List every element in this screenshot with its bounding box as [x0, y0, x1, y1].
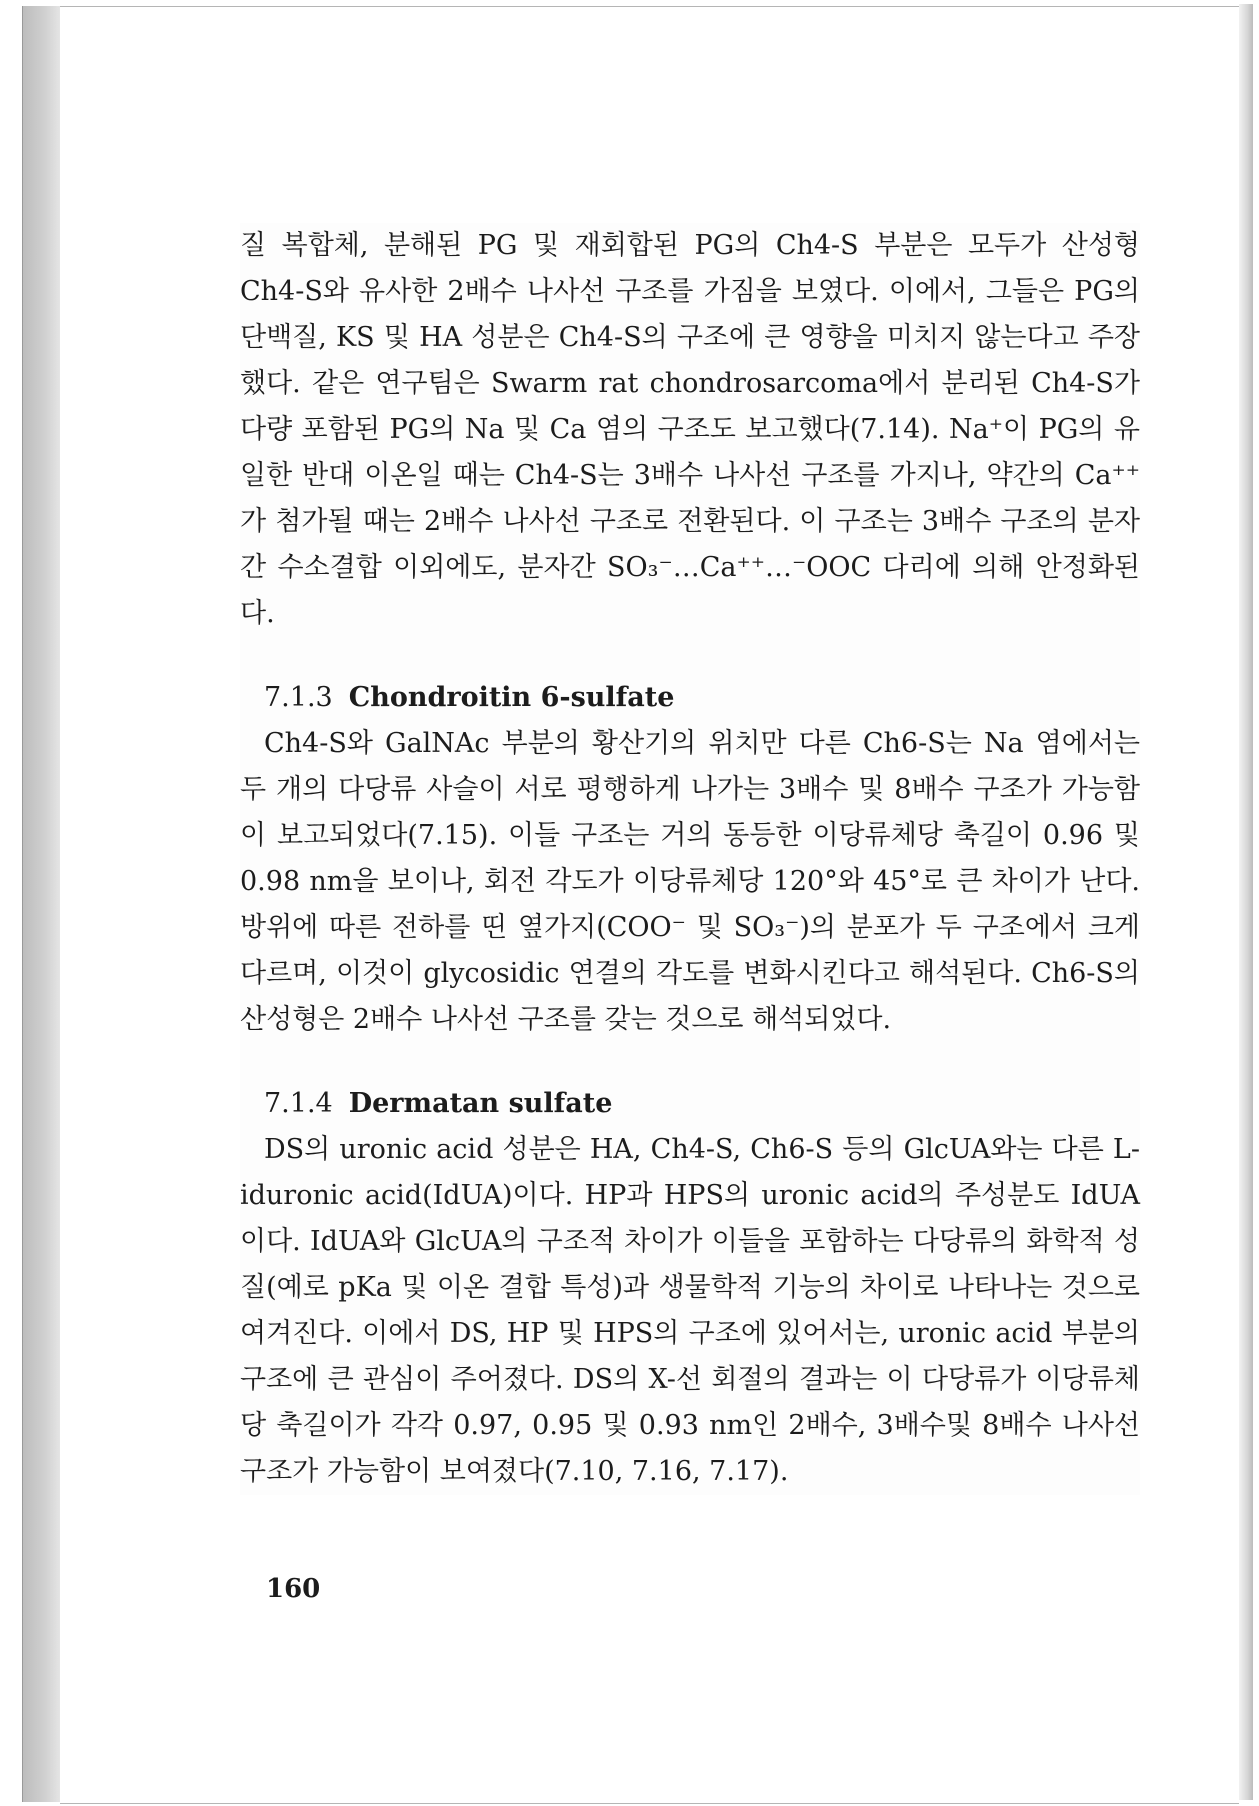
- book-page: [60, 6, 1239, 1804]
- section-number: 7.1.4: [264, 1088, 333, 1119]
- book-edge-right: [1239, 4, 1253, 1800]
- paragraph-chondroitin-6-sulfate: Ch4-S와 GalNAc 부분의 황산기의 위치만 다른 Ch6-S는 Na 염에서는 두 개의 다당류 사슬이 서로 평행하게 나가는 3배수 및 8배수 구조가 가능함이 보고되었다(7.15). 이들 구조는 거의 동등한 이당류체당 축길이 0.96 및 0.98 nm을 보이나, 회전 각도가 이당류체당 120°와 45°로 큰 차이가 난다. 방위에 따른 전하를 띤 옆가지(COO⁻ 및 SO₃⁻)의 분포가 두 구조에서 크게 다르며, 이것이 glycosidic 연결의 각도를 변화시킨다고 해석된다. Ch6-S의 산성형은 2배수 나사선 구조를 갖는 것으로 해석되었다.: [240, 728, 1140, 1035]
- section-title: Chondroitin 6-sulfate: [348, 682, 675, 713]
- page-body: [240, 223, 1140, 1495]
- section-heading-7-1-4: [240, 1081, 1140, 1127]
- page-number: 160: [266, 1574, 321, 1604]
- section-heading-7-1-3: [240, 675, 1140, 721]
- book-spine-left: [22, 6, 61, 1802]
- section-number: 7.1.3: [264, 682, 333, 713]
- section-title: Dermatan sulfate: [348, 1088, 613, 1119]
- paragraph-dermatan-sulfate: DS의 uronic acid 성분은 HA, Ch4-S, Ch6-S 등의 GlcUA와는 다른 L-iduronic acid(IdUA)이다. HP과 HPS의 uronic acid의 주성분도 IdUA이다. IdUA와 GlcUA의 구조적 차이가 이들을 포함하는 다당류의 화학적 성질(예로 pKa 및 이온 결합 특성)과 생물학적 기능의 차이로 나타나는 것으로 여겨진다. 이에서 DS, HP 및 HPS의 구조에 있어서는, uronic acid 부분의 구조에 큰 관심이 주어졌다. DS의 X-선 회절의 결과는 이 다당류가 이당류체당 축길이가 각각 0.97, 0.95 및 0.93 nm인 2배수, 3배수및 8배수 나사선 구조가 가능함이 보여졌다(7.10, 7.16, 7.17).: [240, 1134, 1140, 1487]
- paragraph-continued: 질 복합체, 분해된 PG 및 재회합된 PG의 Ch4-S 부분은 모두가 산성형 Ch4-S와 유사한 2배수 나사선 구조를 가짐을 보였다. 이에서, 그들은 PG의 단백질, KS 및 HA 성분은 Ch4-S의 구조에 큰 영향을 미치지 않는다고 주장했다. 같은 연구팀은 Swarm rat chondrosarcoma에서 분리된 Ch4-S가 다량 포함된 PG의 Na 및 Ca 염의 구조도 보고했다(7.14). Na⁺이 PG의 유일한 반대 이온일 때는 Ch4-S는 3배수 나사선 구조를 가지나, 약간의 Ca⁺⁺가 첨가될 때는 2배수 나사선 구조로 전환된다. 이 구조는 3배수 구조의 분자간 수소결합 이외에도, 분자간 SO₃⁻…Ca⁺⁺…⁻OOC 다리에 의해 안정화된다.: [240, 230, 1140, 629]
